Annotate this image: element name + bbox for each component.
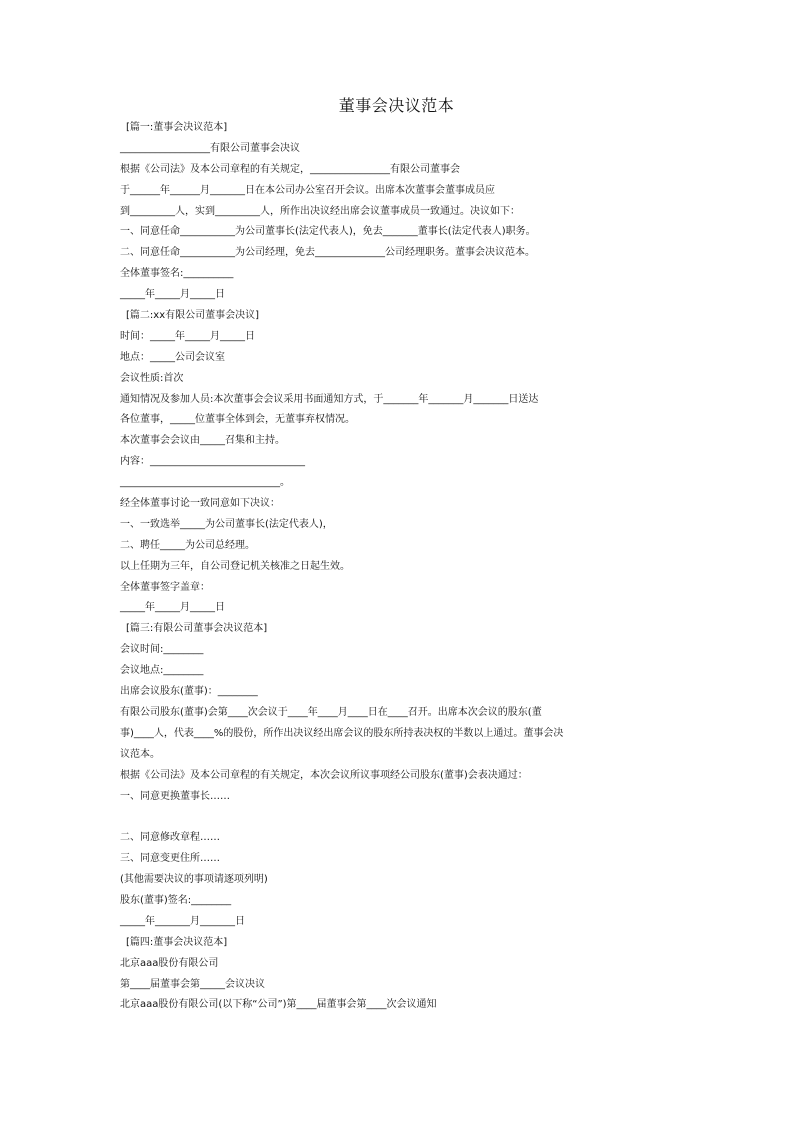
text-line: 时间：_____年_____月_____日 — [120, 330, 255, 342]
text-line: 全体董事签名:__________ — [120, 268, 234, 280]
text-line: 二、同意任命___________为公司经理，免去______________公司经理职务。董事会决议范本。 — [120, 247, 535, 259]
text-line: _____年_______月_______日 — [120, 915, 245, 927]
text-line: __________________有限公司董事会决议 — [120, 142, 300, 154]
text-line: 到_________人，实到_________人，所作出决议经出席会议董事成员一致通过。决议如下： — [120, 205, 520, 217]
text-line — [120, 807, 640, 828]
text-line: 第____届董事会第_____会议决议 — [120, 978, 265, 990]
text-line: [篇二:xx有限公司董事会决议] — [126, 310, 260, 322]
text-line: 北京aaa股份有限公司 — [120, 957, 219, 969]
text-line: 北京aaa股份有限公司(以下称“公司”)第____届董事会第____次会议通知 — [120, 999, 437, 1011]
text-line: 有限公司股东(董事)会第____次会议于____年____月____日在____召开。出席本次会议的股东(董 — [120, 706, 542, 718]
text-line: 根据《公司法》及本公司章程的有关规定，________________有限公司董事会 — [120, 163, 460, 175]
text-line: 会议性质:首次 — [120, 372, 184, 384]
text-line: 股东(董事)签名:________ — [120, 894, 232, 906]
text-line: 二、聘任_____为公司总经理。 — [120, 539, 255, 551]
text-line: [篇三:有限公司董事会决议范本] — [126, 623, 268, 635]
text-line: 一、一致选举_____为公司董事长(法定代表人)， — [120, 518, 333, 530]
text-line: 一、同意更换董事长…… — [120, 790, 230, 802]
text-line: 通知情况及参加人员:本次董事会会议采用书面通知方式，于_______年_______月_______日送达 — [120, 393, 539, 405]
text-line: 一、同意任命___________为公司董事长(法定代表人)，免去_______董事长(法定代表人)职务。 — [120, 226, 536, 238]
text-line: 三、同意变更住所…… — [120, 853, 220, 865]
text-line: _____年_____月_____日 — [120, 289, 225, 301]
text-line: [篇四:董事会决议范本] — [126, 936, 228, 948]
text-line: _____年_____月_____日 — [120, 602, 225, 614]
text-line: 二、同意修改章程…… — [120, 832, 220, 844]
text-line: ________________________________。 — [120, 477, 290, 489]
text-line: 以上任期为三年，自公司登记机关核准之日起生效。 — [120, 560, 350, 572]
text-line: 根据《公司法》及本公司章程的有关规定，本次会议所议事项经公司股东(董事)会表决通过： — [120, 769, 528, 781]
text-line: (其他需要决议的事项请逐项列明) — [120, 874, 268, 886]
document-title: 董事会决议范本 — [338, 96, 455, 115]
text-line: 本次董事会会议由_____召集和主持。 — [120, 435, 285, 447]
document-body — [120, 118, 640, 1016]
text-line: 经全体董事讨论一致同意如下决议： — [120, 498, 280, 510]
text-line: 会议时间:________ — [120, 644, 204, 656]
text-line: 事)____人，代表____%的股份，所作出决议经出席会议的股东所持表决权的半数以上通过。董事会决 — [120, 727, 564, 739]
text-line: 内容：_______________________________ — [120, 456, 305, 468]
text-line: 全体董事签字盖章： — [120, 581, 210, 593]
text-line: 地点：_____公司会议室 — [120, 351, 225, 363]
text-line: 议范本。 — [120, 748, 160, 760]
text-line: 会议地点:________ — [120, 665, 204, 677]
text-line: [篇一:董事会决议范本] — [126, 122, 228, 133]
text-line: 出席会议股东(董事)：________ — [120, 686, 258, 698]
text-line: 于______年______月_______日在本公司办公室召开会议。出席本次董事会董事成员应 — [120, 184, 495, 196]
text-line: 各位董事，_____位董事全体到会，无董事弃权情况。 — [120, 414, 355, 426]
